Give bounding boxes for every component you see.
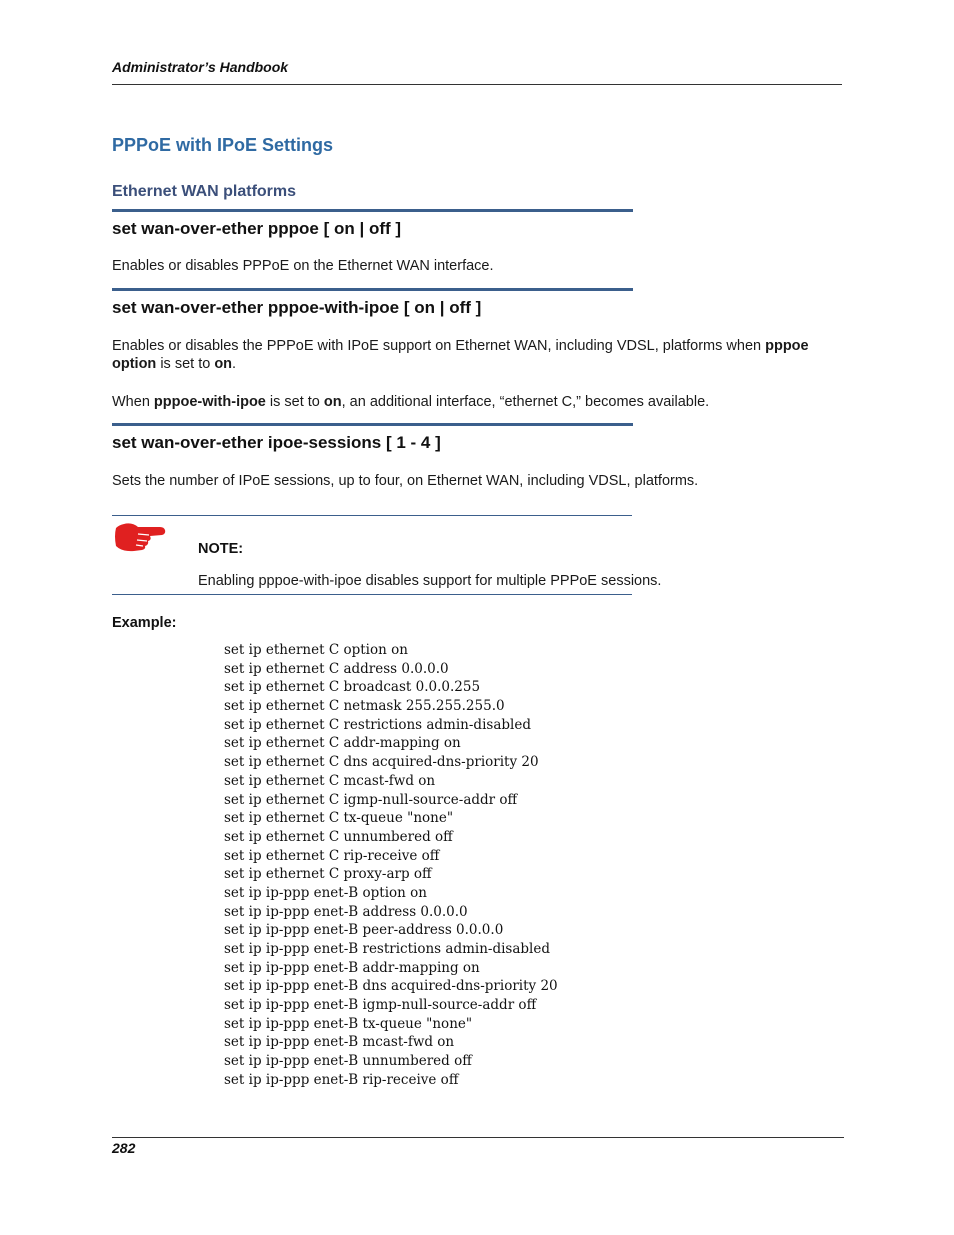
code-line: set ip ip-ppp enet-B tx-queue "none" <box>224 1015 473 1032</box>
code-line: set ip ethernet C tx-queue "none" <box>224 810 454 827</box>
bold-term: pppoe option <box>112 338 809 372</box>
code-line: set ip ip-ppp enet-B option on <box>224 884 427 901</box>
pointing-hand-icon <box>112 520 168 554</box>
running-header: Administrator’s Handbook <box>112 59 289 75</box>
text-span: is set to <box>156 356 215 372</box>
header-rule <box>112 84 842 85</box>
text-span: , an additional interface, “ethernet C,” becomes available. <box>341 394 710 410</box>
code-line: set ip ip-ppp enet-B dns acquired-dns-priority 20 <box>224 978 558 995</box>
code-line: set ip ethernet C restrictions admin-disabled <box>224 716 531 733</box>
code-line: set ip ip-ppp enet-B igmp-null-source-addr off <box>224 997 537 1014</box>
command-rule <box>112 288 633 291</box>
note-label: NOTE: <box>198 541 244 557</box>
code-line: set ip ip-ppp enet-B address 0.0.0.0 <box>224 903 468 920</box>
code-line: set ip ip-ppp enet-B unnumbered off <box>224 1053 472 1070</box>
bold-term: on <box>323 394 342 410</box>
subsection-title: Ethernet WAN platforms <box>112 183 297 200</box>
code-line: set ip ethernet C proxy-arp off <box>224 866 432 883</box>
command-description-ipoe-sessions: Sets the number of IPoE sessions, up to four, on Ethernet WAN, including VDSL, platforms. <box>112 473 699 489</box>
command-extra-pppoe-with-ipoe <box>112 393 842 411</box>
text-span: is set to <box>265 394 324 410</box>
command-rule <box>112 209 633 212</box>
code-line: set ip ip-ppp enet-B peer-address 0.0.0.0 <box>224 922 504 939</box>
text-span: When <box>112 394 154 410</box>
code-line: set ip ethernet C igmp-null-source-addr off <box>224 791 518 808</box>
code-line: set ip ethernet C addr-mapping on <box>224 735 461 752</box>
code-line: set ip ip-ppp enet-B mcast-fwd on <box>224 1034 455 1051</box>
code-line: set ip ip-ppp enet-B rip-receive off <box>224 1071 459 1088</box>
command-description-pppoe: Enables or disables PPPoE on the Ethernet WAN interface. <box>112 258 494 274</box>
command-rule <box>112 423 633 426</box>
command-description-pppoe-with-ipoe <box>112 337 842 373</box>
note-text: Enabling pppoe-with-ipoe disables support for multiple PPPoE sessions. <box>198 573 662 589</box>
text-span: . <box>232 356 237 372</box>
example-label: Example: <box>112 615 177 631</box>
bold-term: pppoe-with-ipoe <box>153 394 266 410</box>
code-line: set ip ip-ppp enet-B restrictions admin-disabled <box>224 941 550 957</box>
note-top-rule <box>112 515 632 516</box>
footer-rule <box>112 1137 844 1138</box>
code-line: set ip ethernet C dns acquired-dns-priority 20 <box>224 754 539 771</box>
code-line: set ip ethernet C option on <box>224 642 408 658</box>
code-line: set ip ethernet C mcast-fwd on <box>224 772 436 789</box>
command-heading-ipoe-sessions: set wan-over-ether ipoe-sessions [ 1 - 4 ] <box>112 433 441 452</box>
page-number: 282 <box>112 1140 136 1156</box>
code-example <box>224 641 558 1090</box>
code-line: set ip ethernet C netmask 255.255.255.0 <box>224 698 505 715</box>
code-line: set ip ethernet C address 0.0.0.0 <box>224 660 449 677</box>
note-bottom-rule <box>112 594 632 595</box>
code-line: set ip ip-ppp enet-B addr-mapping on <box>224 959 480 976</box>
section-title: PPPoE with IPoE Settings <box>112 135 334 155</box>
bold-term: on <box>214 356 233 372</box>
command-heading-pppoe: set wan-over-ether pppoe [ on | off ] <box>112 219 402 238</box>
code-line: set ip ethernet C broadcast 0.0.0.255 <box>224 679 481 696</box>
text-span: Enables or disables the PPPoE with IPoE support on Ethernet WAN, including VDSL, platforms when <box>112 338 766 354</box>
command-heading-pppoe-with-ipoe: set wan-over-ether pppoe-with-ipoe [ on | off ] <box>112 298 482 317</box>
code-line: set ip ethernet C unnumbered off <box>224 828 453 845</box>
code-line: set ip ethernet C rip-receive off <box>224 847 440 864</box>
